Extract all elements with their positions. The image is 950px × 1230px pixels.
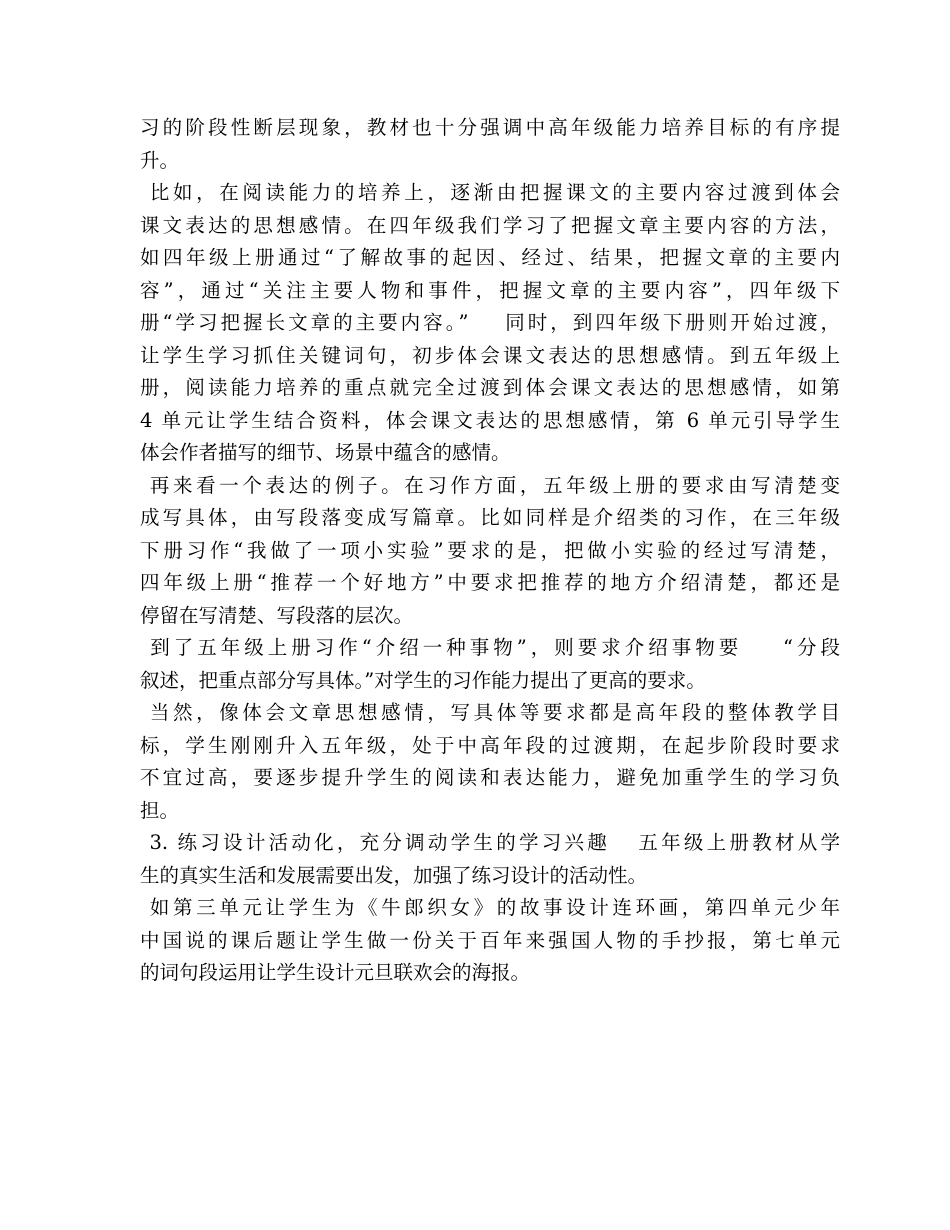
text-line: 比如，在阅读能力的培养上，逐渐由把握课文的主要内容过渡到体会 xyxy=(140,181,840,204)
text-line: 如第三单元让学生为《牛郎织女》的故事设计连环画，第四单元少年 xyxy=(140,896,840,919)
text-line: 下册习作“我做了一项小实验”要求的是，把做小实验的经过写清楚， xyxy=(140,538,840,562)
text-line: 当然，像体会文章思想感情，写具体等要求都是高年段的整体教学目 xyxy=(140,701,840,724)
text-line: 不宜过高，要逐步提升学生的阅读和表达能力，避免加重学生的学习负 xyxy=(140,766,840,789)
text-line: 标，学生刚刚升入五年级，处于中高年段的过渡期，在起步阶段时要求 xyxy=(140,733,840,757)
text-line: 中国说的课后题让学生做一份关于百年来强国人物的手抄报，第七单元 xyxy=(140,928,840,952)
text-line: 如四年级上册通过“了解故事的起因、经过、结果，把握文章的主要内 xyxy=(140,246,840,269)
text-line: 到了五年级上册习作“介绍一种事物”，则要求介绍事物要 “分段 xyxy=(140,636,840,659)
text-line: 生的真实生活和发展需要出发，加强了练习设计的活动性。 xyxy=(140,863,648,887)
text-line: 4 单元让学生结合资料，体会课文表达的思想感情，第 6 单元引导学生 xyxy=(140,408,840,432)
text-line: 停留在写清楚、写段落的层次。 xyxy=(140,603,414,627)
text-line: 的词句段运用让学生设计元旦联欢会的海报。 xyxy=(140,961,531,984)
text-line: 让学生学习抓住关键词句，初步体会课文表达的思想感情。到五年级上 xyxy=(140,343,840,367)
text-line: 叙述，把重点部分写具体。”对学生的习作能力提出了更高的要求。 xyxy=(140,668,706,692)
document-body xyxy=(140,112,840,990)
text-line: 习的阶段性断层现象，教材也十分强调中高年级能力培养目标的有序提 xyxy=(140,116,840,139)
text-line: 体会作者描写的细节、场景中蕴含的感情。 xyxy=(140,441,511,464)
text-line: 册，阅读能力培养的重点就完全过渡到体会课文表达的思想感情，如第 xyxy=(140,376,840,399)
text-line: 担。 xyxy=(140,798,180,822)
text-line: 成写具体，由写段落变成写篇章。比如同样是介绍类的习作，在三年级 xyxy=(140,506,840,529)
text-line: 册“学习把握长文章的主要内容。” 同时，到四年级下册则开始过渡， xyxy=(140,311,840,334)
text-line: 四年级上册“推荐一个好地方”中要求把推荐的地方介绍清楚，都还是 xyxy=(140,571,840,594)
text-line: 3. 练习设计活动化，充分调动学生的学习兴趣 五年级上册教材从学 xyxy=(140,831,840,854)
text-line: 课文表达的思想感情。在四年级我们学习了把握文章主要内容的方法， xyxy=(140,213,840,237)
text-line: 容”，通过“关注主要人物和事件，把握文章的主要内容”，四年级下 xyxy=(140,278,840,302)
text-line: 升。 xyxy=(140,148,180,172)
text-line: 再来看一个表达的例子。在习作方面，五年级上册的要求由写清楚变 xyxy=(140,473,840,497)
